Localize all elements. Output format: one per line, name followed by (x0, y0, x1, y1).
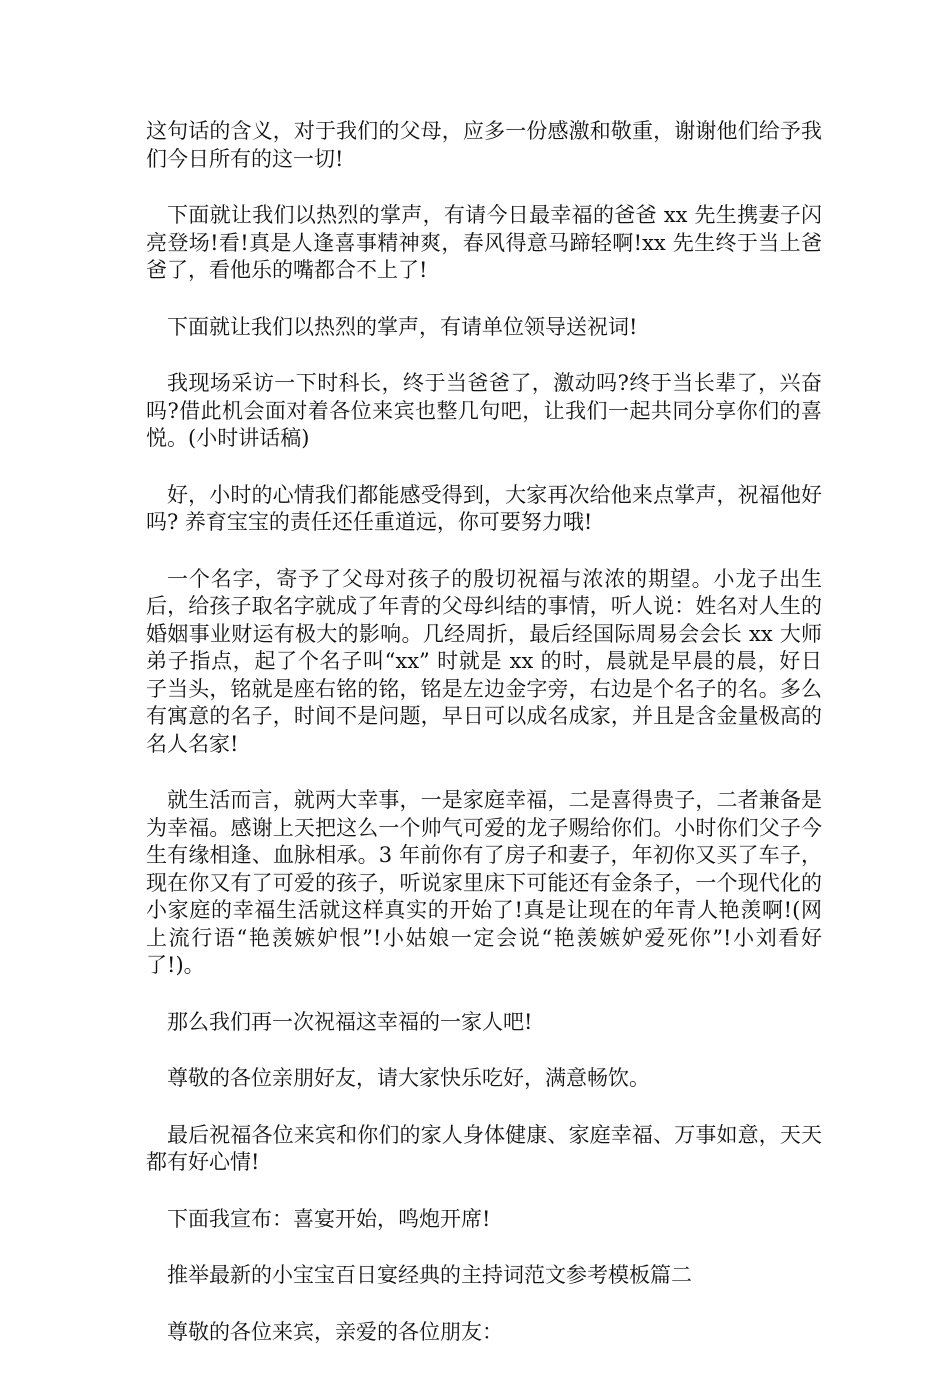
paragraph-2: 下面就让我们以热烈的掌声，有请今日最幸福的爸爸 xx 先生携妻子闪亮登场!看!真是人逢喜事精神爽，春风得意马蹄轻啊!xx 先生终于当上爸爸了，看他乐的嘴都合不上了! (146, 203, 822, 282)
paragraph-13: 尊敬的各位来宾，亲爱的各位朋友： (167, 1319, 503, 1344)
paragraph-10: 最后祝福各位来宾和你们的家人身体健康、家庭幸福、万事如意，天天都有好心情! (146, 1122, 822, 1174)
paragraph-3: 下面就让我们以热烈的掌声，有请单位领导送祝词! (167, 314, 638, 339)
section-heading: 推举最新的小宝宝百日宴经典的主持词范文参考模板篇二 (167, 1263, 692, 1287)
paragraph-9: 尊敬的各位亲朋好友，请大家快乐吃好，满意畅饮。 (167, 1066, 650, 1090)
paragraph-7: 就生活而言，就两大幸事，一是家庭幸福，二是喜得贵子，二者兼备是为幸福。感谢上天把这么一个帅气可爱的龙子赐给你们。小时你们父子今生有缘相逢、血脉相承。3 年前你有了房子和妻子，年初你又买了车子，现在你又有了可爱的孩子，听说家里床下可能还有金条子，一个现代化的小家庭的幸福生活就这样真实的开始了!真是让现在的年青人艳羡啊!(网上流行语“艳羡嫉妒恨”!小姑娘一定会说“艳羡嫉妒爱死你”!小刘看好了!)。 (146, 788, 822, 977)
paragraph-6: 一个名字，寄予了父母对孩子的殷切祝福与浓浓的期望。小龙子出生后，给孩子取名字就成了年青的父母纠结的事情，听人说：姓名对人生的婚姻事业财运有极大的影响。几经周折，最后经国际周易会会长 xx 大师弟子指点，起了个名子叫“xx” 时就是 xx 的时，晨就是早晨的晨，好日子当头，铭就是座右铭的铭，铭是左边金字旁，右边是个名子的名。多么有寓意的名子，时间不是问题，早日可以成名成家，并且是含金量极高的名人名家! (146, 566, 822, 756)
paragraph-1: 这句话的含义，对于我们的父母，应多一份感激和敬重，谢谢他们给予我们今日所有的这一切! (146, 119, 822, 171)
paragraph-4: 我现场采访一下时科长，终于当爸爸了，激动吗?终于当长辈了，兴奋吗?借此机会面对着各位来宾也整几句吧，让我们一起共同分享你们的喜悦。(小时讲话稿) (146, 371, 822, 450)
paragraph-5: 好，小时的心情我们都能感受得到，大家再次给他来点掌声，祝福他好吗? 养育宝宝的责任还任重道远，你可要努力哦! (146, 482, 822, 534)
paragraph-8: 那么我们再一次祝福这幸福的一家人吧! (167, 1009, 533, 1034)
document-body (146, 118, 822, 1375)
paragraph-11: 下面我宣布：喜宴开始，鸣炮开席! (167, 1206, 491, 1231)
